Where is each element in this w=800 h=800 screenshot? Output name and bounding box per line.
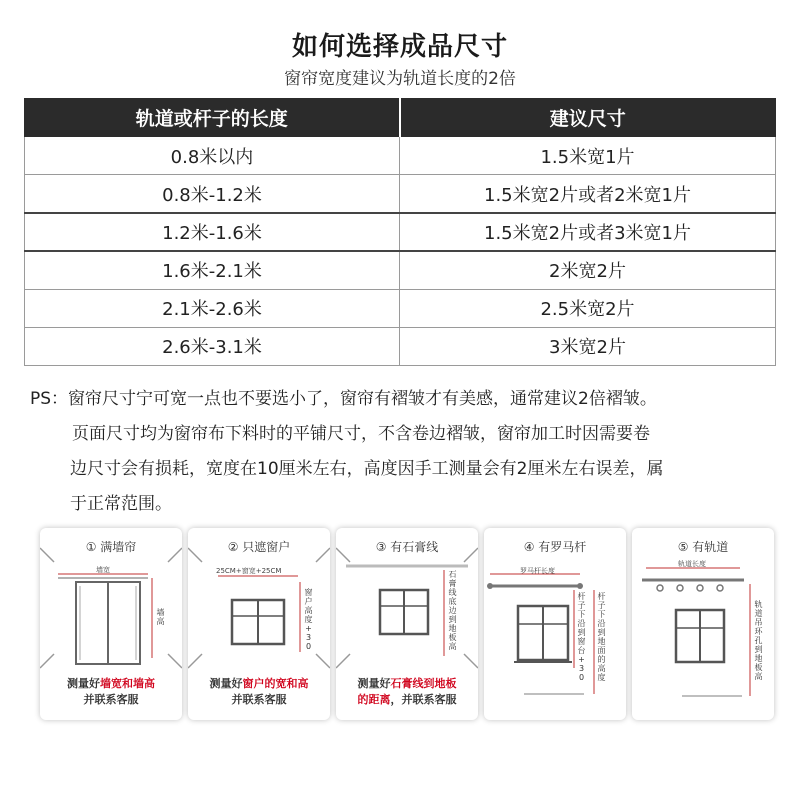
notes (30, 382, 780, 522)
size-table (24, 98, 776, 366)
table-header-row (25, 99, 776, 137)
guide-caption (336, 676, 478, 708)
table-cell: 1.2米-1.6米 (25, 213, 400, 251)
track-illustration (632, 528, 774, 720)
dimension-label: 墙宽 (96, 566, 110, 574)
guide-card-roman-rod (484, 528, 626, 720)
note-line: 于正常范围。 (70, 494, 172, 514)
guide-title: ④ 有罗马杆 (523, 540, 587, 554)
dimension-label: 杆子下沿到窗台+30 (577, 592, 586, 682)
table-cell: 2.5米宽2片 (400, 289, 776, 327)
caption-highlight: 的距离 (357, 693, 391, 706)
guide-title: ⑤ 有轨道 (677, 540, 729, 554)
table-cell: 2.1米-2.6米 (25, 289, 400, 327)
table-row (25, 213, 776, 251)
dimension-label: 罗马杆长度 (520, 567, 555, 575)
dimension-label: 窗户高度+30 (304, 588, 313, 651)
measurement-guides (40, 528, 776, 724)
dimension-label: 石膏线底边到地板高 (448, 570, 457, 651)
guide-caption (40, 676, 182, 708)
dimension-label: 轨道长度 (678, 560, 706, 568)
table-row (25, 137, 776, 175)
guide-card-full-wall (40, 528, 182, 720)
caption-text: 并联系客服 (83, 693, 139, 706)
page-subtitle: 窗帘宽度建议为轨道长度的2倍 (284, 69, 516, 89)
guide-title: ① 满墙帘 (85, 540, 137, 554)
table-cell: 1.5米宽1片 (400, 137, 776, 175)
table-row (25, 251, 776, 289)
caption-text: ，并联系客服 (390, 693, 457, 706)
guide-card-crown-moulding (336, 528, 478, 720)
caption-text: 测量好 (209, 677, 243, 690)
table-cell: 0.8米以内 (25, 137, 400, 175)
caption-text: 测量好 (67, 677, 100, 690)
guide-caption (188, 676, 330, 708)
dimension-label: 轨道吊环孔到地板高 (754, 600, 763, 681)
dimension-label: 杆子下沿到地面的高度 (597, 592, 606, 682)
dimension-label: 墙高 (156, 608, 165, 626)
page-title: 如何选择成品尺寸 (291, 32, 508, 62)
table-row (25, 327, 776, 365)
table-row (25, 175, 776, 213)
note-line: 页面尺寸均为窗帘布下料时的平铺尺寸，不含卷边褶皱，窗帘加工时因需要卷 (72, 424, 650, 444)
caption-highlight: 墙宽和墙高 (100, 677, 155, 690)
table-header: 建议尺寸 (400, 99, 776, 137)
table-header: 轨道或杆子的长度 (25, 99, 400, 137)
table-cell: 2米宽2片 (400, 251, 776, 289)
caption-text: 并联系客服 (231, 693, 287, 706)
table-row (25, 289, 776, 327)
guide-card-track (632, 528, 774, 720)
guide-title: ③ 有石膏线 (375, 540, 439, 554)
note-line: 边尺寸会有损耗，宽度在10厘米左右，高度因手工测量会有2厘米左右误差，属 (70, 459, 664, 479)
table-cell: 1.6米-2.1米 (25, 251, 400, 289)
table-cell: 1.5米宽2片或者3米宽1片 (400, 213, 776, 251)
table-cell: 0.8米-1.2米 (25, 175, 400, 213)
note-line: PS：窗帘尺寸宁可宽一点也不要选小了，窗帘有褶皱才有美感，通常建议2倍褶皱。 (30, 389, 657, 409)
guide-card-window-only (188, 528, 330, 720)
caption-highlight: 石膏线到地板 (390, 677, 457, 690)
guide-title: ② 只遮窗户 (227, 540, 291, 554)
table-cell: 2.6米-3.1米 (25, 327, 400, 365)
table-cell: 1.5米宽2片或者2米宽1片 (400, 175, 776, 213)
dimension-label: 25CM+窗宽+25CM (216, 567, 282, 575)
caption-highlight: 窗户的宽和高 (242, 677, 309, 690)
caption-text: 测量好 (357, 677, 391, 690)
table-cell: 3米宽2片 (400, 327, 776, 365)
